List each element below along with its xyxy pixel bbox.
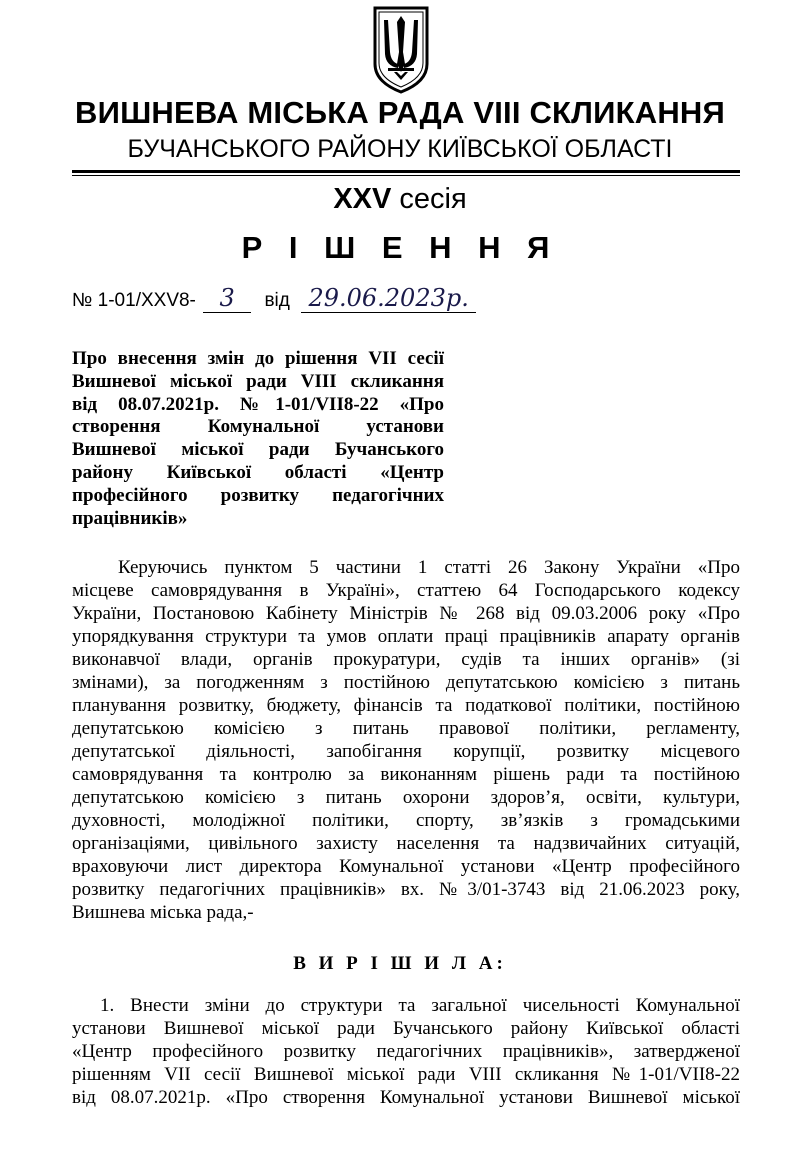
resolution-item-1	[72, 994, 740, 1109]
preamble-line: духовності, молодіжної політики, спорту, зв’язків з громадськими	[72, 810, 740, 831]
preamble-line: України, Постановою Кабінету Міністрів № 268 від 09.03.2006 року «Про	[72, 603, 740, 624]
resolved-heading: В И Р І Ш И Л А:	[293, 953, 507, 974]
handwritten-number: 3	[203, 284, 251, 313]
subject-line: району Київської області «Центр	[72, 461, 444, 483]
subject-line: працівників»	[72, 507, 188, 529]
subject-line: від 08.07.2021р. №1-01/VII8-22 «Про	[72, 393, 444, 415]
preamble-line: враховуючи лист директора Комунальної установи «Центр професійного	[72, 856, 740, 877]
preamble-line: планування розвитку, бюджету, фінансів та податкової політики, постійною	[72, 695, 740, 716]
session-number: XXV	[333, 183, 392, 215]
subject-line: Вишневої міської ради Бучанського	[72, 439, 444, 461]
decision-number-line	[72, 284, 476, 316]
subject-line: Про внесення змін до рішення VII сесії	[72, 348, 444, 369]
council-title: ВИШНЕВА МІСЬКА РАДА VIII СКЛИКАННЯ	[75, 95, 725, 130]
session-word: сесія	[399, 183, 467, 215]
subject-line: Вишневої міської ради VIII скликання	[72, 370, 444, 392]
preamble-line: розвитку педагогічних працівників» вх. №3/01-3743 від 21.06.2023 року,	[72, 879, 740, 900]
preamble-line: організаціями, цивільного захисту населення та надзвичайних ситуацій,	[72, 833, 740, 854]
preamble-line: депутатською комісією з питань охорони здоров’я, освіти, культури,	[72, 787, 740, 808]
item-line: «Центр професійного розвитку педагогічних працівників», затвердженої	[72, 1041, 740, 1062]
document-type-title: Р І Ш Е Н Н Я	[241, 230, 559, 265]
coat-of-arms-icon	[372, 6, 430, 94]
item-line: від 08.07.2021р. «Про створення Комунальної установи Вишневої міської	[72, 1087, 740, 1108]
header-divider-thin	[72, 175, 740, 176]
subject-line: створення Комунальної установи	[72, 416, 444, 438]
preamble-line: самоврядування та контролю за виконанням рішень ради та постійною	[72, 764, 740, 785]
item-line: установи Вишневої міської ради Бучанського району Київської області	[72, 1018, 740, 1039]
date-label: від	[264, 290, 290, 311]
session-heading	[0, 183, 800, 216]
preamble-line: Вишнева міська рада,-	[72, 902, 254, 923]
preamble-line: змінами), за погодженням з постійною депутатською комісією з питань	[72, 672, 740, 693]
decision-subject	[72, 348, 444, 530]
preamble-paragraph	[72, 556, 740, 924]
preamble-line: виконавчої влади, органів прокуратури, судів та інших органів» (зі	[72, 649, 740, 670]
item-line: 1. Внести зміни до структури та загальної чисельності Комунальної	[100, 995, 740, 1016]
preamble-line: Керуючись пунктом 5 частини 1 статті 26 Закону України «Про	[118, 557, 740, 578]
subject-line: професійного розвитку педагогічних	[72, 484, 444, 506]
preamble-line: депутатською комісією з питань правової політики, регламенту,	[72, 718, 740, 739]
handwritten-date: 29.06.2023р.	[301, 284, 476, 313]
header-divider	[72, 170, 740, 173]
preamble-line: місцеве самоврядування в Україні», статтею 64 Господарського кодексу	[72, 580, 740, 601]
number-prefix: № 1-01/XXV8-	[72, 290, 196, 311]
council-subtitle: БУЧАНСЬКОГО РАЙОНУ КИЇВСЬКОЇ ОБЛАСТІ	[127, 135, 673, 163]
preamble-line: упорядкування структури та умов оплати праці працівників апарату органів	[72, 626, 740, 647]
preamble-line: депутатської діяльності, запобігання корупції, розвитку місцевого	[72, 741, 740, 762]
item-line: рішенням VII сесії Вишневої міської ради VIII скликання №1-01/VII8-22	[72, 1064, 740, 1085]
